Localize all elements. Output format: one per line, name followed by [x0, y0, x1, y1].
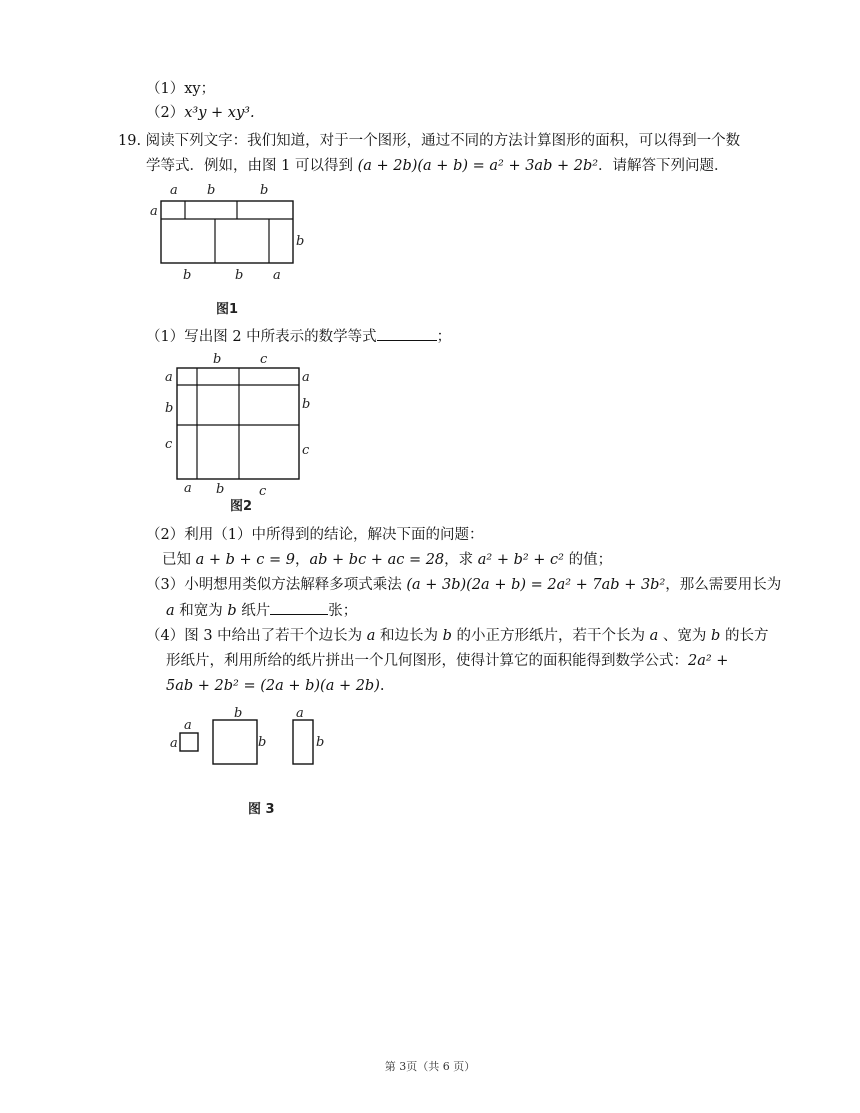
condition-sum: a + b + c = 9 [195, 552, 295, 568]
q19-line-2-text: 学等式．例如，由图 1 可以得到 [146, 158, 358, 174]
fig2-left-label-c: c [165, 437, 173, 452]
fig2-caption: 图2 [230, 499, 253, 514]
fig1-caption: 图1 [216, 302, 239, 317]
item-2 [146, 103, 255, 123]
item-2-expr: x³y + xy³. [184, 105, 255, 121]
fig1-right-label: b [296, 234, 305, 249]
target-expression: a² + b² + c² [477, 552, 564, 568]
fig3-small-square-a [180, 733, 198, 751]
condition-products: ab + bc + ac = 28 [309, 552, 445, 568]
q19-equation: (a + 2b)(a + b) = a² + 3ab + 2b² [357, 158, 599, 174]
part-4-var-a2: a [649, 628, 659, 644]
fig1-left-label: a [150, 204, 158, 219]
part-2-comma: ， [295, 552, 310, 568]
part-3-text-3: 纸片 [236, 603, 271, 619]
q19-line-1-text: 19. 阅读下列文字：我们知道，对于一个图形，通过不同的方法计算图形的面积，可以得到一个数 [118, 133, 741, 149]
part-4-var-a: a [366, 628, 376, 644]
part-4-line-2 [166, 651, 728, 671]
part-2-condition [162, 550, 612, 570]
part-3-line-2 [166, 600, 357, 621]
fig1-outer-rect [161, 201, 293, 263]
part-2-condition-prefix: 已知 [162, 552, 196, 568]
fig3-sq-a-left: a [170, 736, 178, 751]
fig2-top-label-b: b [213, 352, 222, 367]
part-4-text: （4）图 3 中给出了若干个边长为 [146, 628, 367, 644]
fig3-rectangle-ab [293, 720, 313, 764]
part-3-var-a: a [166, 603, 175, 619]
part-4-line-3 [166, 676, 384, 696]
part-3-text: （3）小明想用类似方法解释多项式乘法 [146, 577, 407, 593]
figure-3 [165, 702, 345, 822]
fig1-bottom-label-3: a [273, 268, 281, 283]
fig1-top-label-3: b [260, 183, 269, 198]
part-4-var-b: b [442, 628, 452, 644]
q19-line-2-end: ．请解答下列问题． [598, 158, 729, 174]
fig2-right-label-b: b [302, 397, 311, 412]
fig3-rect-right: b [316, 735, 325, 750]
part-4-text-4: 、宽为 [658, 628, 712, 644]
fig1-top-label-1: a [170, 183, 178, 198]
page-footer: 第 3页（共 6 页） [384, 1060, 476, 1073]
part-4-line-1 [146, 626, 768, 646]
part-4-formula-end: 5ab + 2b² = (2a + b)(a + 2b) [166, 678, 380, 694]
fig2-left-label-a: a [165, 370, 173, 385]
part-4-var-b2: b [711, 628, 721, 644]
part-2 [146, 525, 483, 545]
part-4-text-2: 和边长为 [375, 628, 443, 644]
fig2-bottom-label-c: c [259, 484, 267, 499]
item-2-prefix: （2） [146, 105, 185, 121]
fig2-bottom-label-b: b [216, 482, 225, 497]
part-3-line-1 [146, 575, 781, 595]
fig3-sq-a-top: a [184, 718, 192, 733]
part-3-text-2: 和宽为 [174, 603, 228, 619]
fig2-bottom-label-a: a [184, 481, 192, 496]
part-2-text: （2）利用（1）中所得到的结论，解决下面的问题： [146, 527, 484, 543]
figure-1 [140, 180, 330, 320]
answer-blank-1[interactable] [377, 326, 437, 341]
part-4-period: . [379, 678, 385, 694]
fig3-caption: 图 3 [248, 802, 275, 817]
answer-blank-3[interactable] [270, 600, 328, 615]
part-1-end: ； [436, 329, 452, 345]
fig3-rect-top: a [296, 706, 304, 721]
q19-line-2 [146, 156, 729, 176]
part-3-end: 张； [328, 603, 358, 619]
fig2-right-label-c: c [302, 443, 310, 458]
part-4-text-3: 的小正方形纸片，若干个长为 [451, 628, 650, 644]
item-1-text: （1）xy； [146, 81, 216, 97]
part-4-formula-start: 2a² + [688, 653, 729, 669]
fig2-left-label-b: b [165, 401, 174, 416]
figure-2 [160, 350, 320, 520]
fig1-bottom-label-1: b [183, 268, 192, 283]
fig3-square-b [213, 720, 257, 764]
fig2-top-label-c: c [260, 352, 268, 367]
fig1-top-label-2: b [207, 183, 216, 198]
fig2-right-label-a: a [302, 370, 310, 385]
part-1-text: （1）写出图 2 中所表示的数学等式 [146, 329, 377, 345]
part-2-end: 的值； [564, 552, 613, 568]
fig1-bottom-label-2: b [235, 268, 244, 283]
part-4-text-6: 形纸片，利用所给的纸片拼出一个几何图形，使得计算它的面积能得到数学公式： [166, 653, 688, 669]
part-2-ask: ，求 [444, 552, 478, 568]
part-4-text-5: 的长方 [720, 628, 769, 644]
fig3-sq-b-right: b [258, 735, 267, 750]
part-3-text-end: ，那么需要用长为 [665, 577, 782, 593]
part-3-var-b: b [227, 603, 237, 619]
q19-line-1 [118, 131, 740, 151]
part-3-equation: (a + 3b)(2a + b) = 2a² + 7ab + 3b² [406, 577, 666, 593]
item-1 [146, 79, 215, 99]
fig3-sq-b-top: b [234, 706, 243, 721]
part-1 [146, 326, 451, 347]
